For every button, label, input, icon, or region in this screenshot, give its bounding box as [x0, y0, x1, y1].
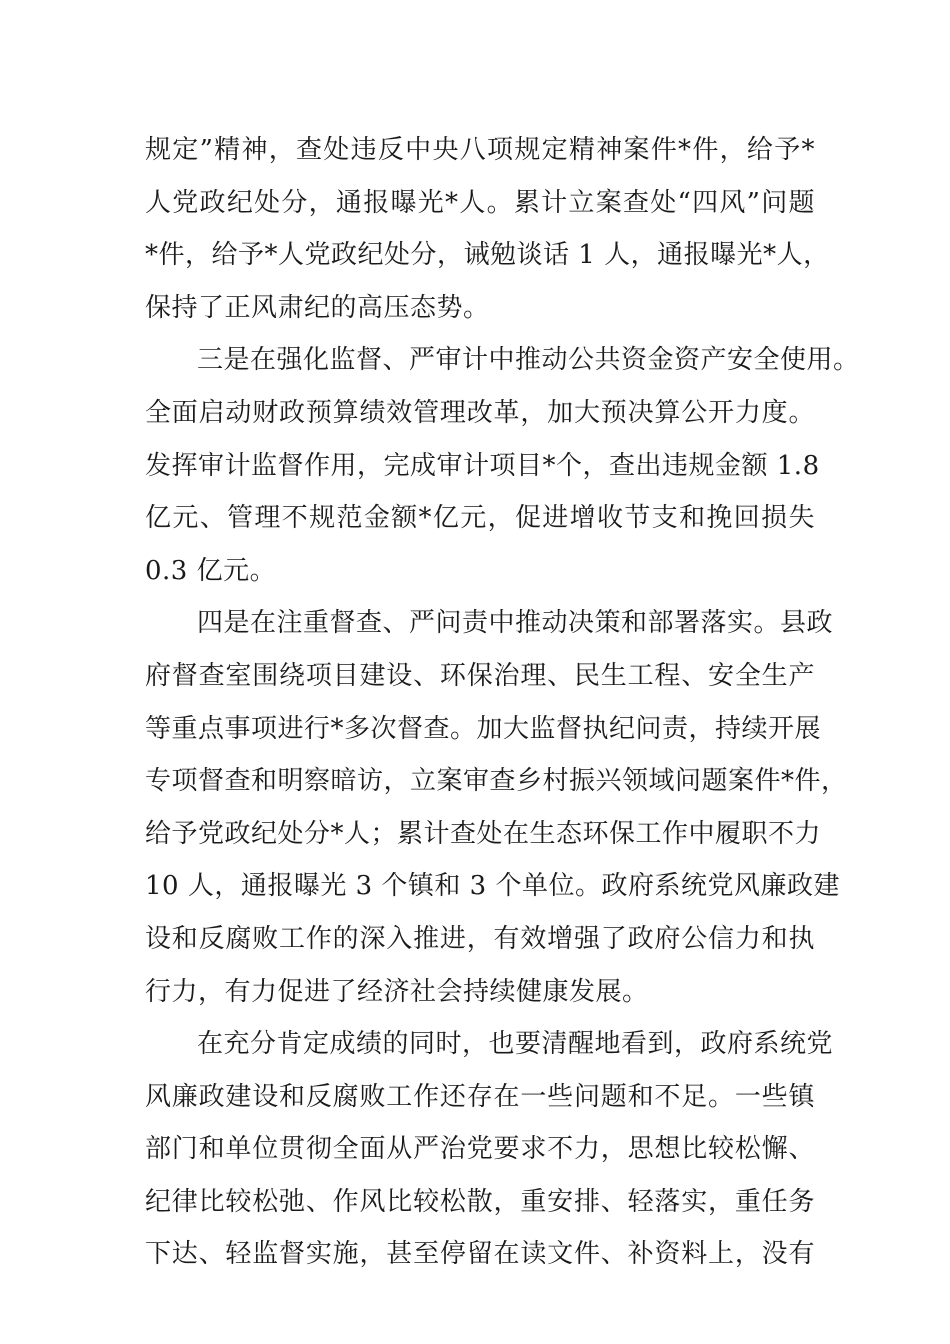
- text-line: 等重点事项进行*多次督查。加大监督执纪问责，持续开展: [145, 713, 822, 744]
- text-line: 纪律比较松弛、作风比较松散，重安排、轻落实，重任务: [145, 1186, 815, 1217]
- text-line: 规定”精神，查处违反中央八项规定精神案件*件，给予*: [145, 135, 815, 165]
- text-line: 风廉政建设和反腐败工作还存在一些问题和不足。一些镇: [145, 1081, 815, 1112]
- text-line: 亿元、管理不规范金额*亿元，促进增收节支和挽回损失: [145, 503, 815, 534]
- text-line: 行力，有力促进了经济社会持续健康发展。: [145, 976, 649, 1007]
- paragraph-start-line: 在充分肯定成绩的同时，也要清醒地看到，政府系统党: [197, 1029, 834, 1060]
- text-line: 府督查室围绕项目建设、环保治理、民生工程、安全生产: [145, 660, 815, 691]
- text-line: 专项督查和明察暗访，立案审查乡村振兴领域问题案件*件，: [145, 766, 848, 797]
- text-line: 10 人，通报曝光 3 个镇和 3 个单位。政府系统党风廉政建: [145, 871, 840, 902]
- text-line: 人党政纪处分，通报曝光*人。累计立案查处“四风”问题: [145, 187, 815, 218]
- text-line: 0.3 亿元。: [145, 555, 277, 586]
- text-line: 给予党政纪处分*人；累计查处在生态环保工作中履职不力: [145, 818, 822, 849]
- text-line: 发挥审计监督作用，完成审计项目*个，查出违规金额 1.8: [145, 450, 820, 481]
- text-line: 下达、轻监督实施，甚至停留在读文件、补资料上，没有: [145, 1239, 815, 1270]
- text-line: 部门和单位贯彻全面从严治党要求不力，思想比较松懈、: [145, 1134, 815, 1165]
- text-line: 全面启动财政预算绩效管理改革，加大预决算公开力度。: [145, 397, 815, 428]
- text-line: 设和反腐败工作的深入推进，有效增强了政府公信力和执: [145, 923, 815, 954]
- text-line: *件，给予*人党政纪处分，诫勉谈话 1 人，通报曝光*人，: [145, 240, 830, 271]
- text-line: 保持了正风肃纪的高压态势。: [145, 292, 490, 323]
- paragraph-start-line: 三是在强化监督、严审计中推动公共资金资产安全使用。: [197, 345, 860, 376]
- document-body: [145, 124, 860, 1281]
- paragraph-start-line: 四是在注重督查、严问责中推动决策和部署落实。县政: [197, 608, 834, 639]
